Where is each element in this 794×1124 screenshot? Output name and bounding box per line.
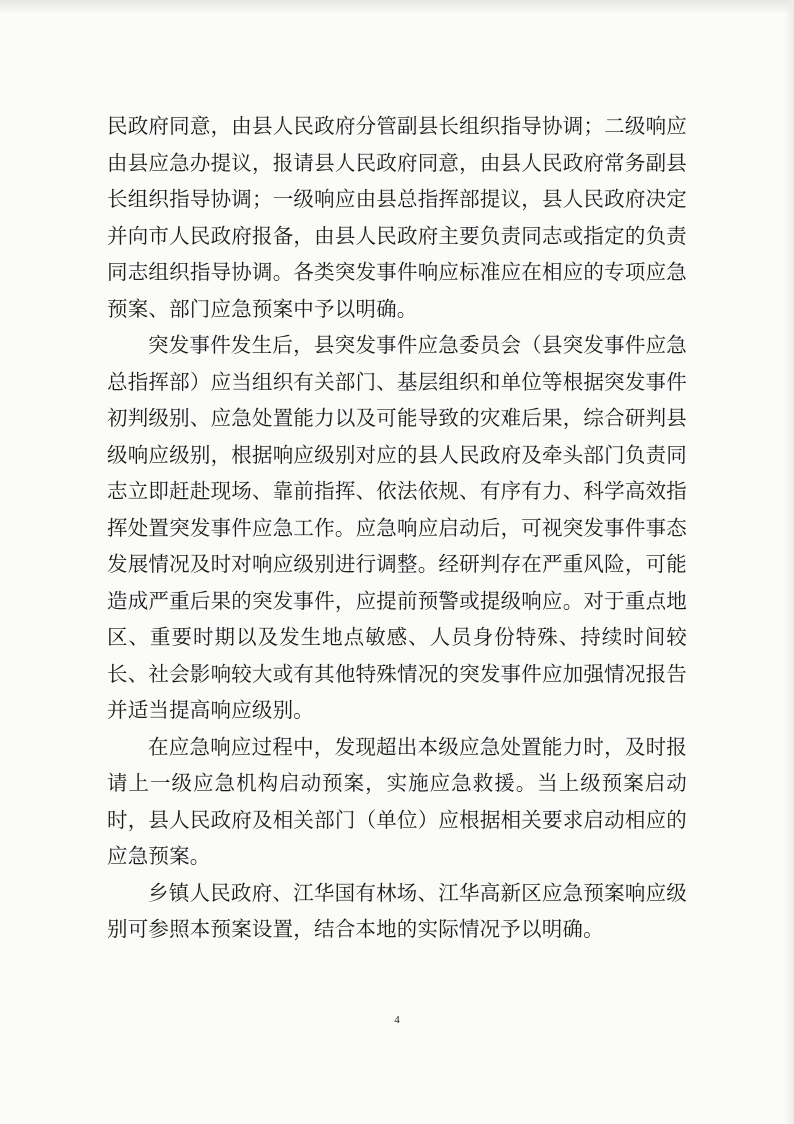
paragraph-township-reference: 乡镇人民政府、江华国有林场、江华高新区应急预案响应级别可参照本预案设置，结合本地的实际情况予以明确。 — [107, 880, 687, 941]
paragraph-during-response: 在应急响应过程中，发现超出本级应急处置能力时，及时报请上一级应急机构启动预案，实施应急救援。当上级预案启动时，县人民政府及相关部门（单位）应根据相关要求启动相应的应急预案。 — [107, 734, 687, 868]
paragraph-after-incident: 突发事件发生后，县突发事件应急委员会（县突发事件应急总指挥部）应当组织有关部门、基层组织和单位等根据突发事件初判级别、应急处置能力以及可能导致的灾难后果，综合研判县级响应级别，根据响应级别对应的县人民政府及牵头部门负责同志立即赶赴现场、靠前指挥、依法依规、有序有力、科学高效指挥处置突发事件应急工作。应急响应启动后，可视突发事件事态发展情况及时对响应级别进行调整。经研判存在严重风险，可能造成严重后果的突发事件，应提前预警或提级响应。对于重点地区、重要时期以及发生地点敏感、人员身份特殊、持续时间较长、社会影响较大或有其他特殊情况的突发事件应加强情况报告并适当提高响应级别。 — [107, 333, 687, 722]
scan-top-shadow — [0, 0, 794, 14]
paragraph-response-levels-approval: 民政府同意，由县人民政府分管副县长组织指导协调；二级响应由县应急办提议，报请县人民政府同意，由县人民政府常务副县长组织指导协调；一级响应由县总指挥部提议，县人民政府决定并向市人民政府报备，由县人民政府主要负责同志或指定的负责同志组织指导协调。各类突发事件响应标准应在相应的专项应急预案、部门应急预案中予以明确。 — [107, 114, 687, 321]
document-body — [107, 108, 687, 948]
scan-edge-shadow — [784, 0, 794, 1124]
page-number: 4 — [394, 1014, 400, 1026]
